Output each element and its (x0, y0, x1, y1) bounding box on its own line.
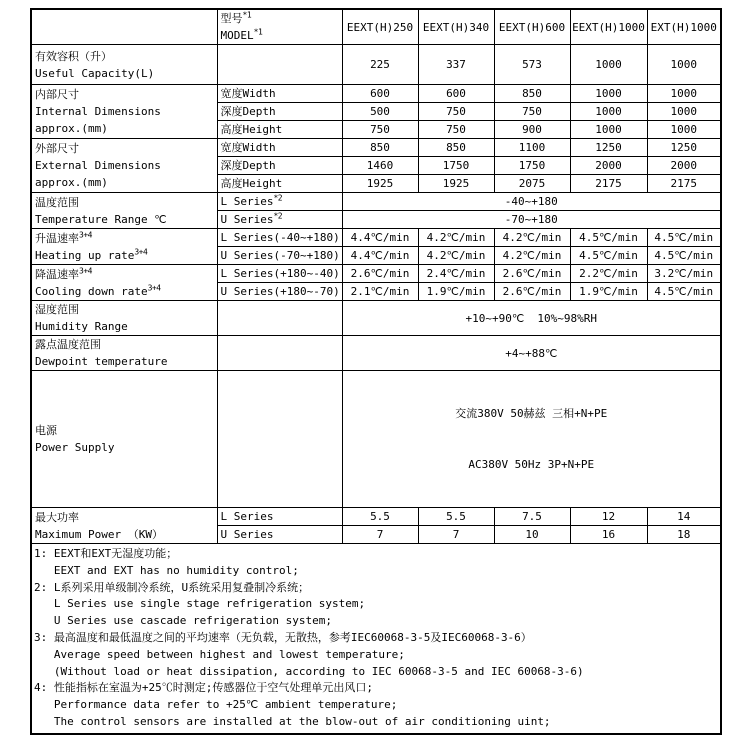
footnote-line: 4: 性能指标在室温为+25℃时测定;传感器位于空气处理单元出风口; (34, 681, 373, 695)
value-cell: 1250 (570, 139, 647, 157)
value-cell: 850 (494, 85, 570, 103)
humidity-row (31, 301, 721, 336)
value-cell: 1.9℃/min (418, 283, 494, 301)
model-header-cell: EEXT(H)250 (342, 9, 418, 45)
row-label-cell (31, 336, 217, 371)
footnote-line: (Without load or heat dissipation, according to IEC 60068-3-5 and IEC 60068-3-6) (34, 664, 584, 678)
power-supply-row (31, 371, 721, 508)
value-cell: 2.6℃/min (494, 283, 570, 301)
series-label: U Series (220, 213, 274, 226)
value-cell: 2.2℃/min (570, 265, 647, 283)
row-group-label-cell (31, 508, 217, 544)
label-en: Internal Dimensions (35, 105, 161, 118)
label-en-text: Heating up rate (35, 248, 135, 262)
footnote-line: 2: L系列采用单级制冷系统，U系统采用复叠制冷系统； (34, 580, 310, 594)
value-cell: 4.4℃/min (342, 229, 418, 247)
label-en-text: Cooling down rate (35, 284, 148, 298)
footnote-line: Performance data refer to +25℃ ambient temperature; (34, 698, 398, 712)
power-supply-line-zh: 交流380V 50赫兹 三相+N+PE (455, 407, 608, 420)
value-cell: 3.2℃/min (647, 265, 721, 283)
sublabel-cell (217, 193, 342, 211)
value-cell: 4.5℃/min (647, 283, 721, 301)
model-header-cell: EEXT(H)340 (418, 9, 494, 45)
value-cell: 1925 (418, 175, 494, 193)
row-group-label-cell (31, 85, 217, 139)
dewpoint-row (31, 336, 721, 371)
sublabel-cell: L Series (217, 508, 342, 526)
sublabel-cell: 深度Depth (217, 157, 342, 175)
heating-l-row (31, 229, 721, 247)
value-cell: 1.9℃/min (570, 283, 647, 301)
value-cell: 750 (418, 121, 494, 139)
label-en: approx.(mm) (35, 122, 108, 135)
value-cell: 2.6℃/min (494, 265, 570, 283)
merged-value-cell (342, 371, 721, 508)
footnote-ref: 3+4 (134, 246, 148, 256)
footnote-ref: *2 (273, 211, 283, 221)
sublabel-cell: 高度Height (217, 121, 342, 139)
sublabel-cell: 深度Depth (217, 103, 342, 121)
value-cell: 5.5 (418, 508, 494, 526)
footnote-ref: *2 (273, 193, 283, 203)
label-en: Temperature Range ℃ (35, 212, 167, 226)
value-cell: 2.4℃/min (418, 265, 494, 283)
sublabel-cell: 宽度Width (217, 85, 342, 103)
model-label-cell (217, 9, 342, 45)
value-cell: 4.2℃/min (494, 247, 570, 265)
value-cell: 4.5℃/min (647, 247, 721, 265)
label-en: Power Supply (35, 441, 115, 454)
spec-table (30, 8, 722, 735)
footnote-line: 1: EEXT和EXT无湿度功能； (34, 547, 178, 560)
value-cell: 1925 (342, 175, 418, 193)
sublabel-cell: U Series(+180~-70) (217, 283, 342, 301)
merged-value-cell: +10~+90℃ 10%~98%RH (342, 301, 721, 336)
value-cell: 12 (570, 508, 647, 526)
label-zh: 湿度范围 (35, 303, 79, 316)
value-cell: 750 (418, 103, 494, 121)
value-cell: 4.2℃/min (494, 229, 570, 247)
merged-value-cell: -40~+180 (342, 193, 721, 211)
row-group-label-cell (31, 139, 217, 193)
model-header-cell: EEXT(H)1000 (570, 9, 647, 45)
sublabel-cell: 高度Height (217, 175, 342, 193)
empty-cell (217, 336, 342, 371)
temp-range-l-row (31, 193, 721, 211)
sublabel-cell (217, 211, 342, 229)
footnote-line: Average speed between highest and lowest temperature; (34, 647, 405, 661)
value-cell: 500 (342, 103, 418, 121)
sublabel-cell: L Series(+180~-40) (217, 265, 342, 283)
label-en (35, 283, 214, 300)
sublabel-cell: U Series (217, 526, 342, 544)
value-cell: 2075 (494, 175, 570, 193)
label-en (35, 247, 214, 264)
label-zh: 最大功率 (35, 510, 79, 524)
value-cell: 850 (342, 139, 418, 157)
value-cell: 16 (570, 526, 647, 544)
footnotes-row (31, 544, 721, 734)
footnote-line: The control sensors are installed at the blow-out of air conditioning uint; (34, 714, 551, 728)
value-cell: 1750 (418, 157, 494, 175)
cooling-l-row (31, 265, 721, 283)
value-cell: 2.6℃/min (342, 265, 418, 283)
sublabel-cell: L Series(-40~+180) (217, 229, 342, 247)
label-zh: 温度范围 (35, 195, 79, 209)
row-label-cell (31, 301, 217, 336)
row-group-label-cell (31, 265, 217, 301)
value-cell: 1000 (570, 45, 647, 85)
label-en: MODEL (220, 29, 254, 42)
value-cell: 573 (494, 45, 570, 85)
row-label-cell (31, 45, 217, 85)
row-group-label-cell (31, 193, 217, 229)
value-cell: 600 (418, 85, 494, 103)
value-cell: 1000 (647, 103, 721, 121)
label-zh: 有效容积（升） (35, 49, 112, 63)
value-cell: 4.5℃/min (647, 229, 721, 247)
footnote-ref: 3+4 (79, 265, 92, 275)
model-label-en (221, 27, 339, 44)
max-power-l-row (31, 508, 721, 526)
sublabel-cell: U Series(-70~+180) (217, 247, 342, 265)
value-cell: 4.5℃/min (570, 229, 647, 247)
value-cell: 4.2℃/min (418, 247, 494, 265)
label-zh (35, 230, 214, 247)
value-cell: 10 (494, 526, 570, 544)
label-zh: 内部尺寸 (35, 88, 79, 101)
value-cell: 900 (494, 121, 570, 139)
value-cell: 2175 (570, 175, 647, 193)
label-zh: 露点温度范围 (35, 338, 101, 351)
value-cell: 4.2℃/min (418, 229, 494, 247)
footnote-ref: *1 (242, 10, 252, 20)
value-cell: 1750 (494, 157, 570, 175)
label-en: External Dimensions (35, 159, 161, 172)
value-cell: 1000 (647, 45, 721, 85)
series-label: L Series (220, 195, 274, 208)
row-label-cell (31, 371, 217, 508)
value-cell: 1000 (570, 121, 647, 139)
merged-value-cell: -70~+180 (342, 211, 721, 229)
footnote-line: L Series use single stage refrigeration system; (34, 597, 366, 611)
empty-cell (217, 45, 342, 85)
value-cell: 4.4℃/min (342, 247, 418, 265)
empty-cell (31, 9, 217, 45)
value-cell: 750 (494, 103, 570, 121)
footnote-ref: *1 (253, 27, 263, 37)
footnote-ref: 3+4 (79, 229, 92, 239)
row-group-label-cell (31, 229, 217, 265)
label-zh (35, 266, 214, 283)
value-cell: 1100 (494, 139, 570, 157)
value-cell: 225 (342, 45, 418, 85)
internal-width-row (31, 85, 721, 103)
value-cell: 7 (418, 526, 494, 544)
footnote-ref: 3+4 (147, 282, 161, 292)
value-cell: 2.1℃/min (342, 283, 418, 301)
sublabel-cell: 宽度Width (217, 139, 342, 157)
footnote-line: U Series use cascade refrigeration system; (34, 614, 333, 628)
value-cell: 850 (418, 139, 494, 157)
value-cell: 2000 (570, 157, 647, 175)
external-width-row (31, 139, 721, 157)
model-header-cell: EEXT(H)600 (494, 9, 570, 45)
value-cell: 1000 (570, 103, 647, 121)
model-header-cell: EXT(H)1000 (647, 9, 721, 45)
label-zh: 型号 (220, 12, 243, 25)
footnote-line: EEXT and EXT has no humidity control; (34, 563, 299, 577)
value-cell: 1250 (647, 139, 721, 157)
label-zh-text: 升温速率 (35, 231, 79, 245)
value-cell: 14 (647, 508, 721, 526)
label-en: Maximum Power （KW） (35, 527, 163, 541)
power-supply-line-en: AC380V 50Hz 3P+N+PE (468, 458, 595, 471)
value-cell: 1460 (342, 157, 418, 175)
value-cell: 1000 (647, 85, 721, 103)
merged-value-cell: +4~+88℃ (342, 336, 721, 371)
value-cell: 4.5℃/min (570, 247, 647, 265)
model-label-zh (221, 10, 339, 27)
value-cell: 5.5 (342, 508, 418, 526)
value-cell: 1000 (647, 121, 721, 139)
label-en: Humidity Range (35, 320, 128, 333)
label-zh: 电源 (35, 424, 57, 437)
capacity-row (31, 45, 721, 85)
value-cell: 1000 (570, 85, 647, 103)
label-en: Useful Capacity(L) (35, 66, 155, 80)
label-zh: 外部尺寸 (35, 142, 79, 155)
header-row (31, 9, 721, 45)
value-cell: 2000 (647, 157, 721, 175)
value-cell: 2175 (647, 175, 721, 193)
footnotes-cell (31, 544, 721, 734)
value-cell: 7.5 (494, 508, 570, 526)
value-cell: 750 (342, 121, 418, 139)
value-cell: 18 (647, 526, 721, 544)
label-en: approx.(mm) (35, 176, 108, 189)
empty-cell (217, 301, 342, 336)
value-cell: 337 (418, 45, 494, 85)
label-en: Dewpoint temperature (35, 355, 168, 368)
value-cell: 600 (342, 85, 418, 103)
label-zh-text: 降温速率 (35, 267, 79, 281)
value-cell: 7 (342, 526, 418, 544)
footnote-line: 3: 最高温度和最低温度之间的平均速率（无负载，无散热，参考IEC60068-3-5及IEC60068-3-6） (34, 630, 532, 644)
empty-cell (217, 371, 342, 508)
